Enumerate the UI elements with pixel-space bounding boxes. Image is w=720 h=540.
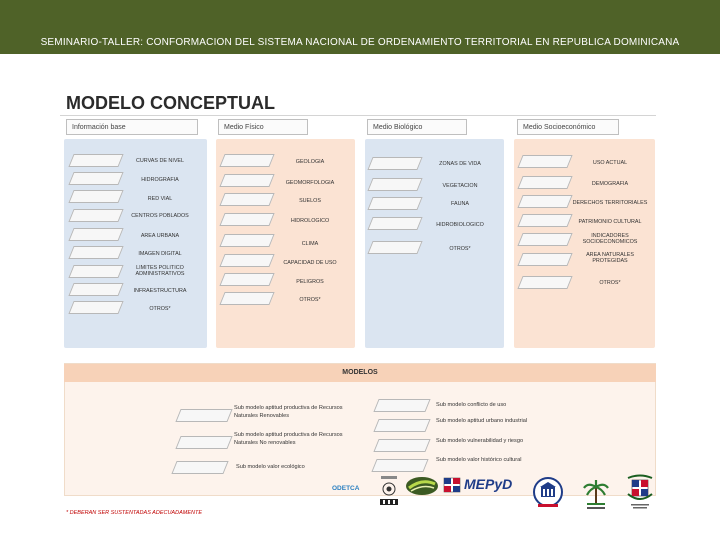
- model-conflicto-uso: Sub modelo conflicto de uso: [436, 402, 507, 408]
- model-renovables: Sub modelo aptitud productiva de Recursos Naturales Renovables: [234, 405, 343, 419]
- input-slot: [68, 154, 123, 167]
- header-bar: [0, 0, 720, 54]
- item-hidrologico: HIDROLOGICO: [290, 218, 330, 224]
- model-no-renovables: Sub modelo aptitud productiva de Recursos Naturales No renovables: [234, 432, 343, 446]
- item-area-urbana: AREA URBANA: [140, 233, 180, 239]
- input-slot: [219, 254, 274, 267]
- page-title: MODELO CONCEPTUAL: [66, 93, 275, 113]
- item-hidrobiologico: HIDROBIOLOGICO: [436, 222, 484, 228]
- model-vulnerabilidad: Sub modelo vulnerabilidad y riesgo: [436, 438, 524, 444]
- institution-seal-icon: [530, 477, 566, 509]
- input-slot: [367, 241, 422, 254]
- input-slot: [517, 155, 572, 168]
- input-slot: [219, 213, 274, 226]
- palm-tree-logo-icon: [583, 479, 609, 511]
- model-historico-cultural: Sub modelo valor histórico cultural: [436, 457, 522, 463]
- models-title: MODELOS: [64, 364, 656, 382]
- item-imagen-digital: IMAGEN DIGITAL: [138, 251, 182, 257]
- column-header-medio-biologico: Medio Biológico: [367, 119, 467, 135]
- input-slot: [517, 276, 572, 289]
- item-capacidad-de-uso: CAPACIDAD DE USO: [283, 260, 337, 266]
- item-vegetacion: VEGETACION: [442, 183, 478, 189]
- input-slot: [517, 233, 572, 246]
- input-slot: [68, 228, 123, 241]
- item-clima: CLIMA: [301, 241, 319, 247]
- odetca-logo: ODETCA: [332, 485, 360, 492]
- input-slot: [68, 265, 123, 278]
- item-otros: OTROS*: [599, 280, 621, 286]
- input-slot: [367, 178, 422, 191]
- item-peligros: PELIGROS: [296, 279, 324, 285]
- input-slot: [219, 193, 274, 206]
- input-slot: [68, 209, 123, 222]
- model-slot: [175, 436, 232, 449]
- model-slot: [373, 439, 430, 452]
- item-area-naturales-protegidas: AREA NATURALES PROTEGIDAS: [586, 252, 634, 265]
- item-otros: OTROS*: [449, 246, 471, 252]
- input-slot: [219, 154, 274, 167]
- input-slot: [219, 174, 274, 187]
- input-slot: [219, 292, 274, 305]
- item-suelos: SUELOS: [299, 198, 321, 204]
- item-indicadores-socioeconomicos: INDICADORES SOCIOECONOMICOS: [582, 233, 638, 246]
- item-geomorfologia: GEOMORFOLOGIA: [285, 180, 335, 186]
- input-slot: [367, 157, 422, 170]
- dominican-republic-seal-icon: [625, 474, 655, 510]
- item-limites-politico-administrativos: LIMITES POLITICO ADMINISTRATIVOS: [135, 265, 185, 278]
- item-demografia: DEMOGRAFIA: [591, 181, 629, 187]
- item-geologia: GEOLOGIA: [295, 159, 325, 165]
- input-slot: [68, 172, 123, 185]
- panel-informacion-base: [64, 139, 207, 348]
- model-slot: [371, 459, 428, 472]
- coat-of-arms-icon: [442, 476, 462, 494]
- model-aptitud-urbano: Sub modelo aptitud urbano industrial: [436, 418, 528, 424]
- footnote: * DEBERAN SER SUSTENTADAS ADECUADAMENTE: [66, 510, 202, 516]
- item-fauna: FAUNA: [451, 201, 469, 207]
- item-curvas-de-nivel: CURVAS DE NIVEL: [135, 158, 185, 164]
- item-infraestructura: INFRAESTRUCTURA: [133, 288, 187, 294]
- input-slot: [68, 190, 123, 203]
- item-derechos-territoriales: DERECHOS TERRITORIALES: [572, 200, 648, 206]
- input-slot: [68, 283, 123, 296]
- un-emblem-icon: [380, 476, 398, 506]
- model-slot: [373, 419, 430, 432]
- title-divider: [60, 115, 656, 116]
- input-slot: [517, 176, 572, 189]
- model-slot: [175, 409, 232, 422]
- input-slot: [68, 301, 123, 314]
- seminar-title: SEMINARIO-TALLER: CONFORMACION DEL SISTEMA NACIONAL DE ORDENAMIENTO TERRITORIAL EN REPUBLICA DOMINICANA: [40, 37, 680, 48]
- model-slot: [373, 399, 430, 412]
- input-slot: [517, 195, 572, 208]
- item-hidrografia: HIDROGRAFIA: [141, 177, 179, 183]
- model-slot: [171, 461, 228, 474]
- input-slot: [219, 273, 274, 286]
- models-panel: [64, 363, 656, 496]
- item-centros-poblados: CENTROS POBLADOS: [131, 213, 189, 219]
- item-patrimonio-cultural: PATRIMONIO CULTURAL: [578, 219, 642, 225]
- mepyd-logo: MEPyD: [464, 476, 513, 492]
- column-header-informacion-base: Información base: [66, 119, 198, 135]
- input-slot: [367, 197, 422, 210]
- column-header-medio-socioeconomico: Medio Socioeconómico: [517, 119, 619, 135]
- input-slot: [219, 234, 274, 247]
- item-uso-actual: USO ACTUAL: [592, 160, 628, 166]
- item-red-vial: RED VIAL: [147, 196, 173, 202]
- item-otros: OTROS*: [149, 306, 171, 312]
- item-zonas-de-vida: ZONAS DE VIDA: [439, 161, 481, 167]
- model-valor-ecologico: Sub modelo valor ecológico: [236, 464, 305, 470]
- input-slot: [367, 217, 422, 230]
- input-slot: [517, 253, 572, 266]
- input-slot: [68, 246, 123, 259]
- green-swoosh-logo: [405, 476, 439, 496]
- item-otros: OTROS*: [299, 297, 321, 303]
- input-slot: [517, 214, 572, 227]
- column-header-medio-fisico: Medio Físico: [218, 119, 308, 135]
